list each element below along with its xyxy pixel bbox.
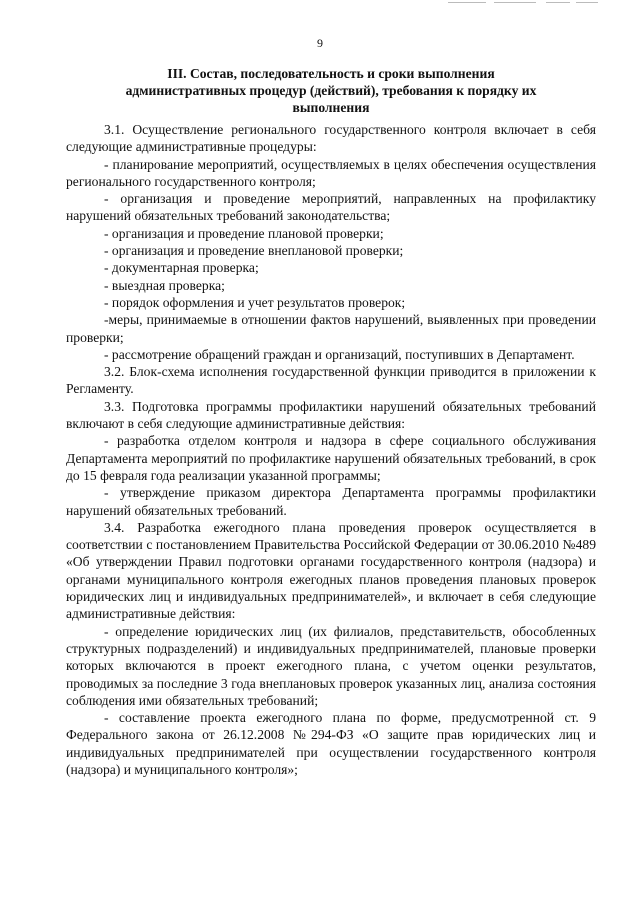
paragraph-3-2: 3.2. Блок-схема исполнения государственной функции приводится в приложении к Регламенту. <box>66 364 596 397</box>
paragraph-3-4: 3.4. Разработка ежегодного плана проведения проверок осуществляется в соответствии с постановлением Правительства Российской Федерации от 30.06.2010 №489 «Об утверждении Правил подготовки органами государственного контроля (надзора) и органами муниципального контроля ежегодных планов проведения плановых проверок юридических лиц и индивидуальных предпринимателей», и включает в себя следующие административные действия: <box>66 519 596 622</box>
page-number: 9 <box>317 36 323 50</box>
section-heading <box>66 65 596 116</box>
list-item: -меры, принимаемые в отношении фактов нарушений, выявленных при проведении проверки; <box>66 312 596 345</box>
paragraph-3-1: 3.1. Осуществление регионального государственного контроля включает в себя следующие административные процедуры: <box>66 122 596 155</box>
paragraph-3-3: 3.3. Подготовка программы профилактики нарушений обязательных требований включают в себя следующие административные действия: <box>66 398 596 432</box>
section-heading-line: административных процедур (действий), требования к порядку их <box>125 83 537 98</box>
section-heading-line: выполнения <box>292 100 370 115</box>
list-item: - выездная проверка; <box>104 277 225 293</box>
section-body <box>66 121 596 778</box>
list-item: - порядок оформления и учет результатов проверок; <box>104 294 406 310</box>
list-item: - организация и проведение мероприятий, направленных на профилактику нарушений обязательных требований законодательства; <box>66 191 596 224</box>
list-item: - планирование мероприятий, осуществляемых в целях обеспечения осуществления регионального государственного контроля; <box>66 156 596 189</box>
top-edge-marks <box>448 2 598 4</box>
list-item: - разработка отделом контроля и надзора в сфере социального обслуживания Департамента мероприятий по профилактике нарушений обязательных требований, в срок до 15 февраля года реализации указанной программы; <box>66 433 596 483</box>
list-item: - организация и проведение внеплановой проверки; <box>104 243 404 259</box>
list-item: - составление проекта ежегодного плана по форме, предусмотренной ст. 9 Федерального закона от 26.12.2008 №294-ФЗ «О защите прав юридических лиц и индивидуальных предпринимателей при осуществлении государственного контроля (надзора) и муниципального контроля»; <box>66 710 596 777</box>
list-item: - определение юридических лиц (их филиалов, представительств, обособленных структурных подразделений) и индивидуальных предпринимателей, плановые проверки которых включаются в проект ежегодного плана, с учетом оценки результатов, проводимых за последние 3 года внеплановых проверок указанных лиц, анализа состояния соблюдения ими обязательных требований; <box>66 623 596 708</box>
list-item: - документарная проверка; <box>104 260 259 276</box>
list-item: - утверждение приказом директора Департамента программы профилактики нарушений обязательных требований. <box>66 485 596 518</box>
list-item: - рассмотрение обращений граждан и организаций, поступивших в Департамент. <box>104 346 575 362</box>
section-heading-line: III. Состав, последовательность и сроки выполнения <box>167 66 495 81</box>
list-item: - организация и проведение плановой проверки; <box>104 225 384 241</box>
